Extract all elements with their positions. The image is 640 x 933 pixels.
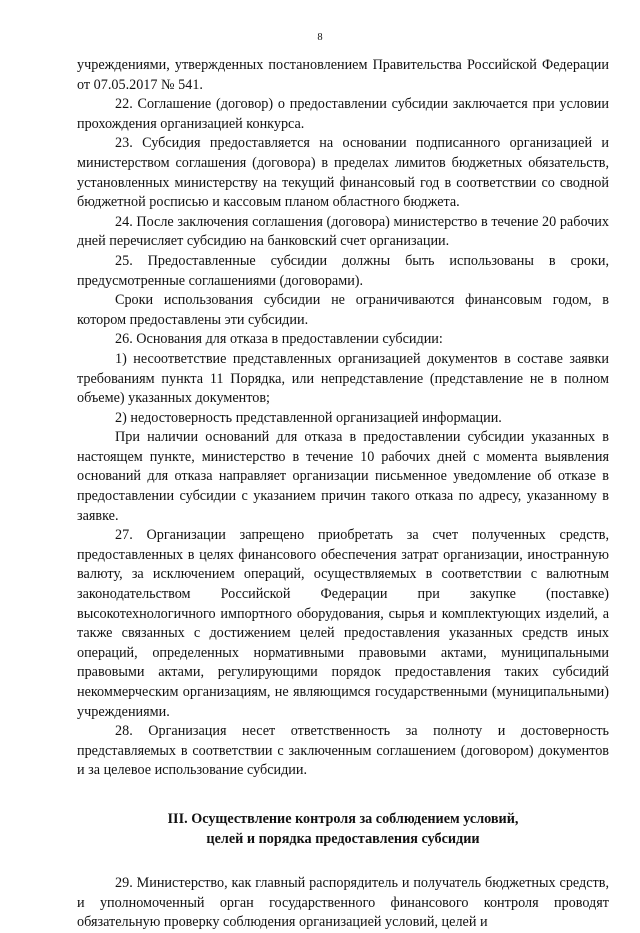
page-number: 8 — [317, 32, 323, 43]
section-heading-line-2: целей и порядка предоставления субсидии — [206, 830, 480, 847]
paragraph: 29. Министерство, как главный распорядитель и получатель бюджетных средств, и уполномоченный орган государственного финансового контроля проводят обязательную проверку соблюдения организацией условий, целей и — [77, 874, 609, 931]
paragraphs-after-heading — [77, 874, 609, 933]
section-heading-line-1: III. Осуществление контроля за соблюдением условий, — [167, 810, 519, 827]
paragraph: 2) недостоверность представленной организацией информации. — [115, 409, 502, 426]
paragraph: При наличии оснований для отказа в предоставлении субсидии указанных в настоящем пункте, министерство в течение 10 рабочих дней с момента выявления оснований для отказа направляет организации письменное уведомление об отказе в предоставлении субсидии с указанием причин такого отказа по адресу, указанному в заявке. — [77, 429, 609, 524]
paragraphs-before-heading — [77, 56, 609, 781]
paragraph: 23. Субсидия предоставляется на основании подписанного организацией и министерством соглашения (договора) в пределах лимитов бюджетных обязательств, установленных министерству на текущий финансовый год в соответствии со сводной бюджетной росписью и кассовым планом областного бюджета. — [77, 135, 609, 211]
paragraph: учреждениями, утвержденных постановлением Правительства Российской Федерации от 07.05.2017 № 541. — [77, 57, 609, 93]
paragraph: 28. Организация несет ответственность за полноту и достоверность представляемых в соответствии с заключенным соглашением (договором) документов и за целевое использование субсидии. — [77, 723, 609, 779]
paragraph: 1) несоответствие представленных организацией документов в составе заявки требованиям пункта 11 Порядка, или непредставление (представление не в полном объеме) указанных документов; — [77, 350, 609, 407]
page-content — [77, 56, 609, 933]
paragraph: Сроки использования субсидии не ограничиваются финансовым годом, в котором предоставлены эти субсидии. — [77, 292, 609, 328]
paragraph: 25. Предоставленные субсидии должны быть использованы в сроки, предусмотренные соглашениями (договорами). — [77, 252, 609, 289]
paragraph: 27. Организации запрещено приобретать за счет полученных средств, предоставленных в целях финансового обеспечения затрат организации, иностранную валюту, за исключением операций, осуществляемых в соответствии с валютным законодательством Российской Федерации при закупке (поставке) высокотехнологичного импортного оборудования, сырья и комплектующих изделий, а также связанных с достижением целей предоставления указанных средств иных операций, определенных нормативными правовыми актами, муниципальными правовыми актами, регулирующими порядок предоставления таких субсидий некоммерческим организациям, не являющимся государственными (муниципальными) учреждениями. — [77, 527, 609, 720]
paragraph: 22. Соглашение (договор) о предоставлении субсидии заключается при условии прохождения организацией конкурса. — [77, 96, 609, 132]
paragraph: 24. После заключения соглашения (договора) министерство в течение 20 рабочих дней перечисляет субсидию на банковский счет организации. — [77, 213, 609, 250]
paragraph: 26. Основания для отказа в предоставлении субсидии: — [115, 331, 443, 348]
section-heading — [77, 809, 609, 849]
